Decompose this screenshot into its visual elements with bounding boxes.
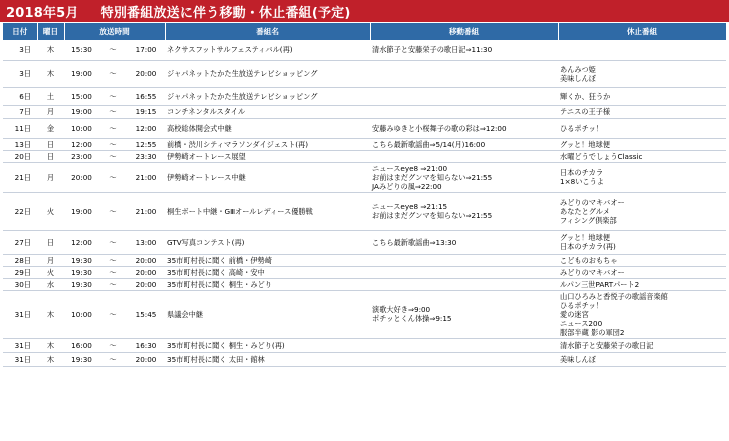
cell-start-time: 15:00 — [64, 87, 99, 105]
cell-start-time: 16:00 — [64, 338, 99, 352]
cell-end-time: 17:00 — [127, 40, 165, 60]
cell-suspended-program: ひるポチッ！ — [558, 118, 726, 138]
cell-date: 31日 — [3, 290, 37, 338]
cell-program: 高校総体開会式中継 — [165, 118, 370, 138]
cell-start-time: 12:00 — [64, 138, 99, 150]
cell-date: 7日 — [3, 105, 37, 118]
table-row — [3, 60, 726, 87]
cell-moved-program — [370, 278, 558, 290]
cell-time-separator: ～ — [99, 105, 127, 118]
schedule-body — [3, 40, 726, 366]
table-row — [3, 290, 726, 338]
cell-suspended-program: みどりのマキバオー — [558, 266, 726, 278]
cell-moved-program: 演歌大好き⇒9:00 ポチッとくん体操⇒9:15 — [370, 290, 558, 338]
cell-start-time: 10:00 — [64, 290, 99, 338]
table-row — [3, 118, 726, 138]
table-row — [3, 162, 726, 192]
cell-weekday: 月 — [37, 254, 64, 266]
cell-weekday: 日 — [37, 230, 64, 254]
cell-time-separator: ～ — [99, 338, 127, 352]
cell-time-separator: ～ — [99, 278, 127, 290]
table-row — [3, 150, 726, 162]
cell-program: 35市町村長に聞く 前橋・伊勢崎 — [165, 254, 370, 266]
cell-moved-program — [370, 150, 558, 162]
cell-suspended-program: 山口ひろみと香悦子の歌謡音楽館 ひるポチッ！ 愛の迷宮 ニュース200 服部半蔵 影の軍団2 — [558, 290, 726, 338]
cell-program: 伊勢崎オートレース中継 — [165, 162, 370, 192]
header-time: 放送時間 — [64, 23, 165, 40]
cell-end-time: 16:30 — [127, 338, 165, 352]
cell-weekday: 月 — [37, 162, 64, 192]
header-row — [3, 23, 726, 40]
cell-suspended-program: 美味しんぼ — [558, 352, 726, 366]
cell-date: 22日 — [3, 192, 37, 230]
cell-weekday: 土 — [37, 87, 64, 105]
cell-date: 11日 — [3, 118, 37, 138]
cell-suspended-program: 日本のチカラ 1×8いこうよ — [558, 162, 726, 192]
cell-date: 31日 — [3, 338, 37, 352]
cell-end-time: 12:55 — [127, 138, 165, 150]
cell-date: 3日 — [3, 40, 37, 60]
cell-start-time: 20:00 — [64, 162, 99, 192]
cell-suspended-program: 清水節子と安藤栄子の歌日記 — [558, 338, 726, 352]
cell-suspended-program: グッと！地球便 日本のチカラ(再) — [558, 230, 726, 254]
cell-moved-program — [370, 60, 558, 87]
cell-time-separator: ～ — [99, 266, 127, 278]
table-row — [3, 40, 726, 60]
cell-date: 21日 — [3, 162, 37, 192]
header-date: 日付 — [3, 23, 37, 40]
title-bar — [0, 0, 729, 22]
cell-time-separator: ～ — [99, 60, 127, 87]
header-moved: 移動番組 — [370, 23, 558, 40]
cell-end-time: 13:00 — [127, 230, 165, 254]
cell-time-separator: ～ — [99, 162, 127, 192]
cell-weekday: 金 — [37, 118, 64, 138]
cell-weekday: 木 — [37, 352, 64, 366]
cell-moved-program — [370, 105, 558, 118]
cell-weekday: 木 — [37, 40, 64, 60]
cell-time-separator: ～ — [99, 352, 127, 366]
header-weekday: 曜日 — [37, 23, 64, 40]
header-program: 番組名 — [165, 23, 370, 40]
title-main: 特別番組放送に伴う移動・休止番組(予定) — [100, 5, 351, 21]
cell-time-separator: ～ — [99, 40, 127, 60]
cell-time-separator: ～ — [99, 87, 127, 105]
cell-weekday: 火 — [37, 192, 64, 230]
table-row — [3, 87, 726, 105]
table-row — [3, 230, 726, 254]
cell-moved-program: 清水節子と安藤栄子の歌日記⇒11:30 — [370, 40, 558, 60]
cell-date: 31日 — [3, 352, 37, 366]
cell-moved-program: ニュースeye8 ⇒21:15 お前はまだグンマを知らない⇒21:55 — [370, 192, 558, 230]
cell-program: ジャパネットたかた生放送テレビショッピング — [165, 87, 370, 105]
cell-start-time: 23:00 — [64, 150, 99, 162]
cell-program: 県議会中継 — [165, 290, 370, 338]
cell-date: 28日 — [3, 254, 37, 266]
cell-program: 35市町村長に聞く 高崎・安中 — [165, 266, 370, 278]
cell-suspended-program: グッと！地球便 — [558, 138, 726, 150]
cell-suspended-program: こどものおもちゃ — [558, 254, 726, 266]
cell-end-time: 20:00 — [127, 352, 165, 366]
cell-end-time: 20:00 — [127, 278, 165, 290]
cell-end-time: 21:00 — [127, 192, 165, 230]
cell-moved-program — [370, 266, 558, 278]
cell-moved-program: 安藤みゆきと小桜舞子の歌の彩は⇒12:00 — [370, 118, 558, 138]
cell-suspended-program — [558, 40, 726, 60]
cell-time-separator: ～ — [99, 254, 127, 266]
cell-weekday: 日 — [37, 138, 64, 150]
cell-suspended-program: ルパン三世PARTパート2 — [558, 278, 726, 290]
cell-moved-program — [370, 352, 558, 366]
cell-suspended-program: 輝くか、狂うか — [558, 87, 726, 105]
cell-program: 前橋・渋川シティマラソンダイジェスト(再) — [165, 138, 370, 150]
cell-weekday: 月 — [37, 105, 64, 118]
cell-suspended-program: 水曜どうでしょうClassic — [558, 150, 726, 162]
cell-program: 35市町村長に聞く 桐生・みどり — [165, 278, 370, 290]
cell-moved-program: ニュースeye8 ⇒21:00 お前はまだグンマを知らない⇒21:55 JAみどりの風⇒22:00 — [370, 162, 558, 192]
table-row — [3, 338, 726, 352]
cell-weekday: 木 — [37, 290, 64, 338]
cell-time-separator: ～ — [99, 138, 127, 150]
table-row — [3, 254, 726, 266]
cell-weekday: 木 — [37, 60, 64, 87]
table-row — [3, 138, 726, 150]
schedule-table — [3, 23, 727, 367]
cell-end-time: 12:00 — [127, 118, 165, 138]
cell-time-separator: ～ — [99, 230, 127, 254]
cell-end-time: 21:00 — [127, 162, 165, 192]
cell-start-time: 19:00 — [64, 60, 99, 87]
cell-date: 20日 — [3, 150, 37, 162]
cell-time-separator: ～ — [99, 192, 127, 230]
cell-moved-program — [370, 87, 558, 105]
cell-moved-program — [370, 338, 558, 352]
cell-program: ネクサスフットサルフェスティバル(再) — [165, 40, 370, 60]
cell-program: コンチネンタルスタイル — [165, 105, 370, 118]
cell-date: 27日 — [3, 230, 37, 254]
table-row — [3, 278, 726, 290]
cell-program: 35市町村長に聞く 太田・館林 — [165, 352, 370, 366]
cell-moved-program: こちら最新歌謡曲⇒13:30 — [370, 230, 558, 254]
cell-end-time: 15:45 — [127, 290, 165, 338]
cell-suspended-program: あんみつ姫 美味しんぼ — [558, 60, 726, 87]
table-row — [3, 105, 726, 118]
cell-moved-program: こちら最新歌謡曲⇒5/14(月)16:00 — [370, 138, 558, 150]
cell-start-time: 15:30 — [64, 40, 99, 60]
cell-program: 桐生ボート中継・GⅢオールレディース優勝戦 — [165, 192, 370, 230]
cell-time-separator: ～ — [99, 150, 127, 162]
cell-program: 伊勢崎オートレース展望 — [165, 150, 370, 162]
cell-date: 6日 — [3, 87, 37, 105]
cell-end-time: 20:00 — [127, 254, 165, 266]
table-row — [3, 352, 726, 366]
cell-date: 30日 — [3, 278, 37, 290]
table-row — [3, 266, 726, 278]
cell-time-separator: ～ — [99, 118, 127, 138]
cell-end-time: 16:55 — [127, 87, 165, 105]
title-date: 2018年5月 — [6, 5, 79, 21]
cell-suspended-program: みどりのマキバオー あなたとグルメ フィシング倶楽部 — [558, 192, 726, 230]
cell-program: 35市町村長に聞く 桐生・みどり(再) — [165, 338, 370, 352]
cell-start-time: 19:30 — [64, 352, 99, 366]
cell-start-time: 19:00 — [64, 105, 99, 118]
cell-weekday: 水 — [37, 278, 64, 290]
cell-suspended-program: テニスの王子様 — [558, 105, 726, 118]
cell-end-time: 20:00 — [127, 60, 165, 87]
cell-start-time: 19:00 — [64, 192, 99, 230]
cell-start-time: 19:30 — [64, 266, 99, 278]
cell-end-time: 23:30 — [127, 150, 165, 162]
header-suspended: 休止番組 — [558, 23, 726, 40]
cell-end-time: 19:15 — [127, 105, 165, 118]
cell-start-time: 19:30 — [64, 278, 99, 290]
cell-start-time: 10:00 — [64, 118, 99, 138]
cell-date: 29日 — [3, 266, 37, 278]
cell-end-time: 20:00 — [127, 266, 165, 278]
table-row — [3, 192, 726, 230]
cell-weekday: 火 — [37, 266, 64, 278]
cell-weekday: 木 — [37, 338, 64, 352]
cell-time-separator: ～ — [99, 290, 127, 338]
cell-start-time: 12:00 — [64, 230, 99, 254]
cell-date: 3日 — [3, 60, 37, 87]
cell-program: GTV写真コンテスト(再) — [165, 230, 370, 254]
cell-program: ジャパネットたかた生放送テレビショッピング — [165, 60, 370, 87]
cell-weekday: 日 — [37, 150, 64, 162]
cell-date: 13日 — [3, 138, 37, 150]
cell-moved-program — [370, 254, 558, 266]
cell-start-time: 19:30 — [64, 254, 99, 266]
